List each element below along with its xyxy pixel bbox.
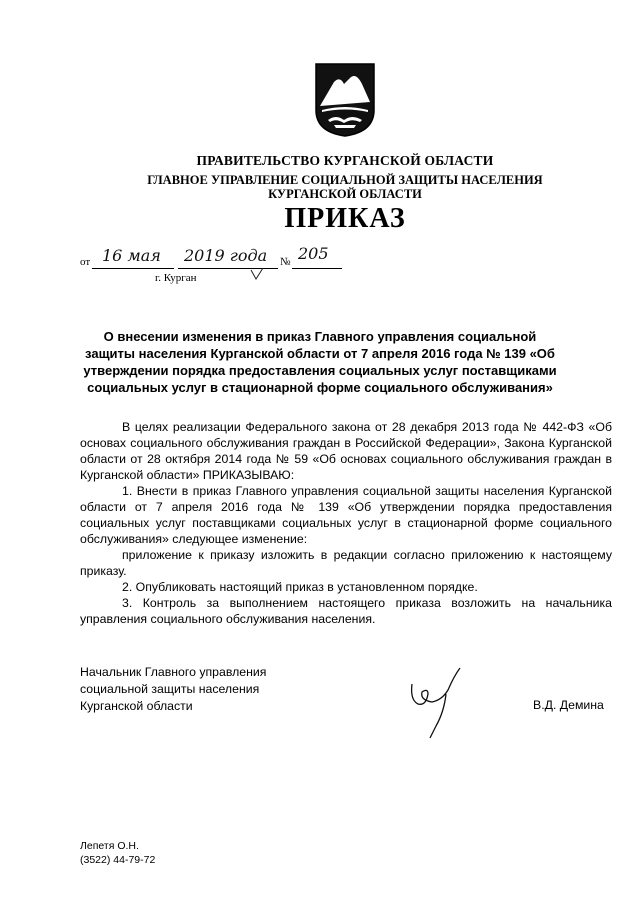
document-body	[80, 419, 612, 627]
city-label: г. Курган	[155, 272, 197, 284]
signer-position	[80, 664, 266, 715]
handwritten-signature	[408, 664, 468, 739]
number-label: №	[280, 256, 291, 268]
signer-position-line2: социальной защиты населения	[80, 682, 260, 696]
item-3-paragraph: 3. Контроль за выполнением настоящего приказа возложить на начальника управления социального обслуживания населения.	[80, 596, 612, 626]
item-1-paragraph: 1. Внести в приказ Главного управления социальной защиты населения Курганской области от 7 апреля 2016 года № 139 «Об утверждении порядка предоставления социальных услуг поставщиками социальных услуг в стационарной форме социального обслуживания» следующее изменение:	[80, 484, 612, 546]
kurgan-region-coat-of-arms-icon	[314, 62, 376, 138]
signer-position-line1: Начальник Главного управления	[80, 665, 267, 679]
item-2-paragraph: 2. Опубликовать настоящий приказ в установленном порядке.	[122, 580, 478, 594]
number-underline	[292, 268, 342, 269]
handwritten-year: 2019 года	[184, 246, 268, 265]
signer-name: В.Д. Демина	[533, 698, 604, 712]
signer-position-line3: Курганской области	[80, 699, 193, 713]
handwritten-date: 16 мая	[102, 246, 161, 265]
executor-phone: (3522) 44-79-72	[80, 854, 156, 866]
department-name-line2: КУРГАНСКОЙ ОБЛАСТИ	[268, 187, 422, 201]
document-type: ПРИКАЗ	[284, 203, 406, 234]
check-mark-icon	[250, 268, 264, 280]
executor-name: Лепетя О.Н.	[80, 840, 139, 852]
government-name: ПРАВИТЕЛЬСТВО КУРГАНСКОЙ ОБЛАСТИ	[196, 153, 494, 168]
date-number-line	[80, 244, 350, 288]
date-underline	[92, 268, 174, 269]
department-name-line1: ГЛАВНОЕ УПРАВЛЕНИЕ СОЦИАЛЬНОЙ ЗАЩИТЫ НАСЕЛЕНИЯ	[147, 173, 543, 187]
handwritten-number: 205	[298, 244, 329, 263]
document-title: О внесении изменения в приказ Главного управления социальной защиты населения Курганской области от 7 апреля 2016 года № 139 «Об утверждении порядка предоставления социальных услуг поставщиками социальных услуг в стационарной форме социального обслуживания»	[83, 329, 557, 395]
from-label: от	[80, 256, 91, 268]
preamble-paragraph: В целях реализации Федерального закона от 28 декабря 2013 года № 442-ФЗ «Об основах социального обслуживания граждан в Российской Федерации», Закона Курганской области от 28 октября 2014 года № 59 «Об основах социального обслуживания граждан в Курганской области» ПРИКАЗЫВАЮ:	[80, 420, 612, 482]
item-1-detail-paragraph: приложение к приказу изложить в редакции согласно приложению к настоящему приказу.	[80, 548, 612, 578]
executor-contact	[80, 839, 155, 867]
